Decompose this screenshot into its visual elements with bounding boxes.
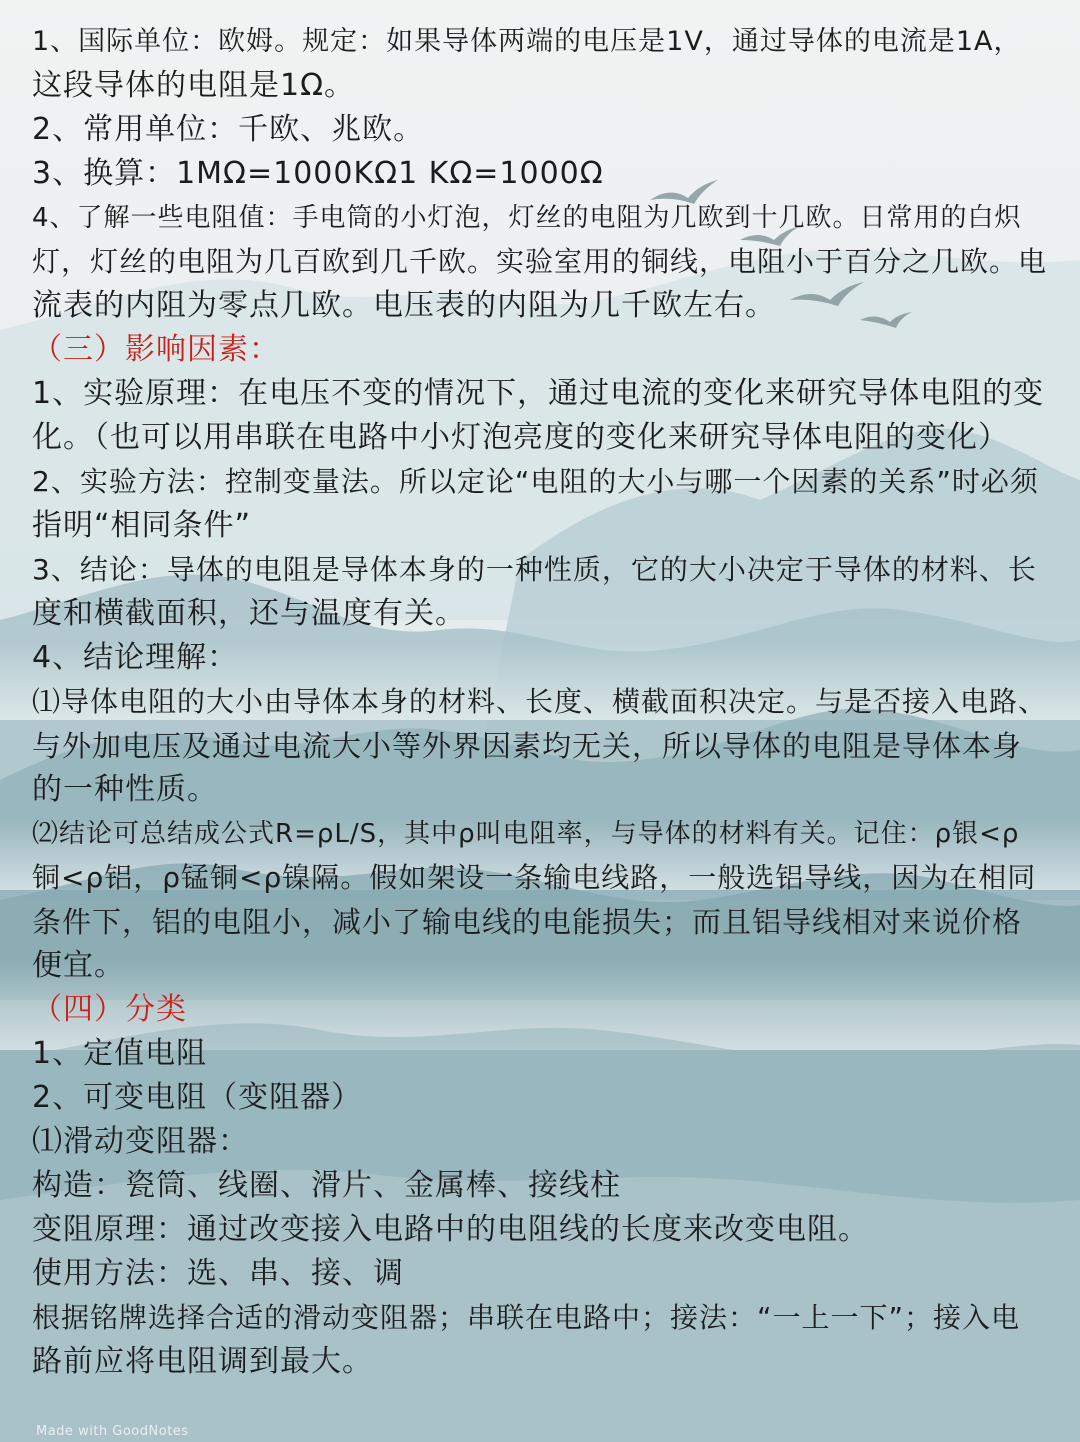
note-line: 构造：瓷筒、线圈、滑片、金属棒、接线柱	[32, 1168, 621, 1203]
note-line: 根据铭牌选择合适的滑动变阻器；串联在电路中；接法：“一上一下”；接入电	[32, 1301, 1021, 1334]
note-line: 2、常用单位：千欧、兆欧。	[32, 112, 425, 147]
note-line: 1、实验原理：在电压不变的情况下，通过电流的变化来研究导体电阻的变	[32, 376, 1045, 411]
note-line: 便宜。	[32, 948, 125, 983]
note-line: 使用方法：选、串、接、调	[32, 1256, 404, 1291]
note-line: ⑵结论可总结成公式R=ρL/S，其中ρ叫电阻率，与导体的材料有关。记住：ρ银<ρ	[32, 819, 1020, 849]
note-line: 条件下，铝的电阻小，减小了输电线的电能损失；而且铝导线相对来说价格	[32, 905, 1023, 939]
note-line: 路前应将电阻调到最大。	[32, 1344, 373, 1379]
note-line: ⑴导体电阻的大小由导体本身的材料、长度、横截面积决定。与是否接入电路、	[32, 685, 1048, 718]
note-line: 4、了解一些电阻值：手电筒的小灯泡，灯丝的电阻为几欧到十几欧。日常用的白炽	[32, 203, 1022, 233]
note-line: 流表的内阻为零点几欧。电压表的内阻为几千欧左右。	[32, 288, 776, 323]
note-line: ⑴滑动变阻器：	[32, 1124, 249, 1159]
note-line: 2、实验方法：控制变量法。所以定论“电阻的大小与哪一个因素的关系”时必须	[32, 465, 1039, 498]
note-line: 化。（也可以用串联在电路中小灯泡亮度的变化来研究导体电阻的变化）	[32, 420, 1009, 455]
note-line: 指明“相同条件”	[32, 508, 252, 543]
note-line: 4、结论理解：	[32, 640, 239, 675]
note-content	[32, 20, 1048, 1384]
goodnotes-watermark: Made with GoodNotes	[36, 1424, 189, 1439]
note-line: 这段导体的电阻是1Ω。	[32, 68, 356, 103]
note-line: 度和横截面积，还与温度有关。	[32, 596, 466, 631]
note-line: 灯，灯丝的电阻为几百欧到几千欧。实验室用的铜线，电阻小于百分之几欧。电	[32, 245, 1048, 278]
note-line: 与外加电压及通过电流大小等外界因素均无关，所以导体的电阻是导体本身	[32, 729, 1023, 763]
note-line: 2、可变电阻（变阻器）	[32, 1080, 363, 1115]
section-heading: （三）影响因素：	[32, 332, 280, 367]
section-heading: （四）分类	[32, 992, 187, 1027]
note-line: 1、定值电阻	[32, 1036, 208, 1071]
note-line: 3、结论：导体的电阻是导体本身的一种性质，它的大小决定于导体的材料、长	[32, 553, 1037, 586]
note-line: 的一种性质。	[32, 772, 218, 807]
note-line: 3、换算：1MΩ=1000KΩ1 KΩ=1000Ω	[32, 156, 604, 191]
note-line: 1、国际单位：欧姆。规定：如果导体两端的电压是1V，通过导体的电流是1A，	[32, 26, 1022, 57]
note-line: 变阻原理：通过改变接入电路中的电阻线的长度来改变电阻。	[32, 1212, 869, 1247]
note-line: 铜<ρ铝，ρ锰铜<ρ镍隔。假如架设一条输电线路，一般选铝导线，因为在相同	[32, 861, 1037, 894]
